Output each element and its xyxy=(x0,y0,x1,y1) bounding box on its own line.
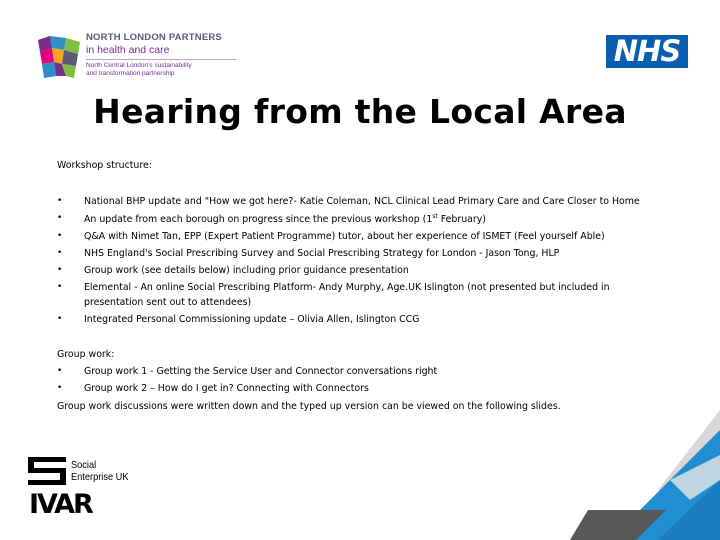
list-item-text: National BHP update and "How we got here?- Katie Coleman, NCL Clinical Lead Primary Care and Care Closer to Home xyxy=(84,196,640,207)
partner-subtitle-1: North Central London's sustainability xyxy=(86,62,192,69)
bullet-icon: • xyxy=(57,383,63,393)
list-item-text: NHS England's Social Prescribing Survey and Social Prescribing Strategy for London - Jason Tong, HLP xyxy=(84,248,560,259)
list-item-text: Elemental - An online Social Prescribing Platform- Andy Murphy, Age.UK Islington (not presented but included in xyxy=(84,282,610,293)
list-item-text: Group work 1 - Getting the Service User and Connector conversations right xyxy=(84,366,438,377)
partner-subtitle-2: and transformation partnership xyxy=(86,70,175,77)
partner-divider xyxy=(86,59,236,60)
nhs-logo: NHS xyxy=(606,35,688,68)
bullet-icon: • xyxy=(57,366,63,376)
bullet-icon: • xyxy=(57,231,63,241)
social-enterprise-uk-logo xyxy=(28,457,148,487)
seuk-line2: Enterprise UK xyxy=(71,471,129,483)
workshop-heading: Workshop structure: xyxy=(57,160,152,171)
ivar-logo: IVAR xyxy=(29,489,92,520)
list-item-text: Integrated Personal Commissioning update – Olivia Allen, Islington CCG xyxy=(84,314,420,325)
group-work-note: Group work discussions were written down and the typed up version can be viewed on the following slides. xyxy=(57,401,561,412)
list-item-text: presentation sent out to attendees) xyxy=(84,297,252,308)
bullet-icon: • xyxy=(57,248,63,258)
group-work-heading: Group work: xyxy=(57,349,115,360)
list-item-text: Group work (see details below) including prior guidance presentation xyxy=(84,265,409,276)
partners-emblem-icon xyxy=(36,34,82,80)
seuk-emblem-icon xyxy=(28,457,66,485)
list-item-text: Group work 2 – How do I get in? Connecting with Connectors xyxy=(84,383,369,394)
list-item-text: Q&A with Nimet Tan, EPP (Expert Patient Programme) tutor, about her experience of ISMET (Feel yourself Able) xyxy=(84,231,605,242)
list-item-text: An update from each borough on progress since the previous workshop (1st February) xyxy=(84,213,486,225)
partner-tagline: in health and care xyxy=(86,44,170,56)
bullet-icon: • xyxy=(57,314,63,324)
seuk-line1: Social xyxy=(71,459,97,471)
bullet-icon: • xyxy=(57,265,63,275)
north-london-partners-logo xyxy=(36,32,246,86)
decorative-corner-graphic xyxy=(570,410,720,540)
slide-title: Hearing from the Local Area xyxy=(93,92,627,131)
partner-name: NORTH LONDON PARTNERS xyxy=(86,32,222,43)
bullet-icon: • xyxy=(57,213,63,223)
bullet-icon: • xyxy=(57,196,63,206)
bullet-icon: • xyxy=(57,282,63,292)
